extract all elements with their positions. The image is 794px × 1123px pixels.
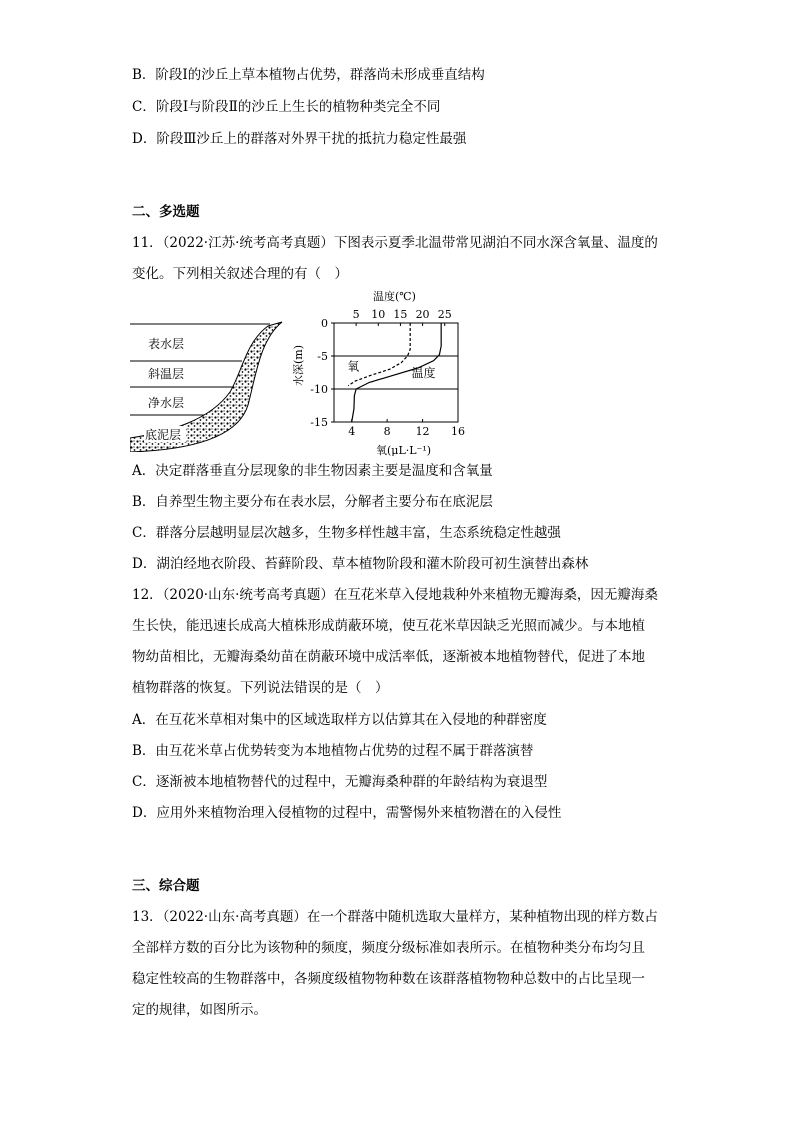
q12-stem-line1: 12．（2020·山东·统考高考真题）在互花米草入侵地栽种外来植物无瓣海桑，因无瓣海桑	[132, 587, 658, 603]
top-tick-label: 10	[371, 308, 386, 321]
q13-stem-line4: 定的规律，如图所示。	[132, 1002, 267, 1018]
q11-option-d: D．湖泊经地衣阶段、苔藓阶段、草本植物阶段和灌木阶段可初生演替出森林	[132, 556, 589, 572]
y-tick-label: 0	[321, 317, 328, 330]
bottom-tick-label: 12	[415, 425, 430, 438]
oxygen-series-label: 氧	[347, 359, 360, 374]
q11-option-b: B．自养型生物主要分布在表水层，分解者主要分布在底泥层	[132, 494, 493, 510]
q12-stem-line2: 生长快，能迅速长成高大植株形成荫蔽环境，使互花米草因缺乏光照而减少。与本地植	[132, 618, 645, 634]
top-tick-label: 5	[352, 308, 360, 321]
layer-label-surface: 表水层	[148, 337, 185, 351]
top-tick-label: 15	[393, 308, 408, 321]
oxygen-curve	[348, 323, 410, 386]
q11-option-c: C．群落分层越明显层次越多，生物多样性越丰富，生态系统稳定性越强	[132, 525, 561, 541]
q12-stem-line3: 物幼苗相比，无瓣海桑幼苗在荫蔽环境中成活率低，逐渐被本地植物替代，促进了本地	[132, 649, 645, 665]
top-tick-label: 25	[437, 308, 452, 321]
q13-stem-line2: 全部样方数的百分比为该物种的频度，频度分级标准如表所示。在植物种类分布均匀且	[132, 940, 645, 956]
section-title-multiple-choice: 二、多选题	[132, 204, 200, 220]
q13-stem-line1: 13．（2022·山东·高考真题）在一个群落中随机选取大量样方，某种植物出现的样方数占	[132, 909, 658, 925]
bottom-axis-label: 氧(μL·L⁻¹)	[376, 444, 432, 456]
bottom-tick-label: 16	[451, 425, 465, 438]
lake-layers-diagram	[130, 320, 290, 452]
y-tick-label: -5	[317, 350, 328, 363]
q12-option-c: C．逐渐被本地植物替代的过程中，无瓣海桑种群的年龄结构为衰退型	[132, 774, 548, 790]
y-axis-label: 水深(m)	[292, 344, 305, 386]
layer-label-hypolimnion: 净水层	[148, 396, 185, 410]
y-tick-label: -10	[310, 383, 328, 396]
q10-option-d: D．阶段Ⅲ沙丘上的群落对外界干扰的抵抗力稳定性最强	[132, 131, 467, 147]
section-title-comprehensive: 三、综合题	[132, 878, 200, 894]
q10-option-b: B．阶段Ⅰ的沙丘上草本植物占优势，群落尚未形成垂直结构	[132, 67, 485, 83]
q11-option-a: A．决定群落垂直分层现象的非生物因素主要是温度和含氧量	[132, 463, 493, 479]
q13-stem-line3: 稳定性较高的生物群落中，各频度级植物物种数在该群落植物物种总数中的占比呈现一	[132, 971, 645, 987]
temperature-series-label: 温度	[411, 366, 436, 381]
bottom-tick-label: 8	[383, 425, 391, 438]
y-tick-label: -15	[310, 416, 328, 429]
q11-stem-line1: 11．（2022·江苏·统考高考真题）下图表示夏季北温带常见湖泊不同水深含氧量、温度的	[132, 235, 658, 251]
q12-option-b: B．由互花米草占优势转变为本地植物占优势的过程不属于群落演替	[132, 743, 534, 759]
q12-stem-line4: 植物群落的恢复。下列说法错误的是（ ）	[132, 680, 389, 696]
q11-stem-line2: 变化。下列相关叙述合理的有（ ）	[132, 266, 348, 282]
top-tick-label: 20	[415, 308, 430, 321]
depth-profile-chart	[288, 286, 480, 456]
layer-label-thermocline: 斜温层	[148, 367, 185, 381]
q12-option-d: D．应用外来植物治理入侵植物的过程中，需警惕外来植物潜在的入侵性	[132, 805, 562, 821]
q12-option-a: A．在互花米草相对集中的区域选取样方以估算其在入侵地的种群密度	[132, 712, 547, 728]
q10-option-c: C．阶段Ⅰ与阶段Ⅱ的沙丘上生长的植物种类完全不同	[132, 99, 441, 115]
bottom-tick-label: 4	[348, 425, 356, 438]
layer-label-sediment: 底泥层	[145, 428, 182, 442]
top-axis-label: 温度(℃)	[373, 290, 416, 303]
